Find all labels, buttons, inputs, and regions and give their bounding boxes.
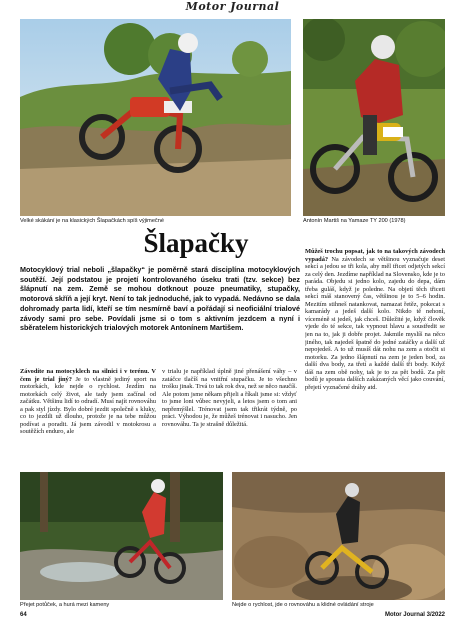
issue-label: Motor Journal 3/2022 [384, 612, 445, 618]
photo-jump [20, 19, 291, 216]
photo-rocks [232, 472, 445, 600]
interview-answer-1: Je to vlastně jediný sport na motorkách, kde nejde o rychlost. Jezdím na motorkách celý život, ale tady jsem začínal od začátku. Většinu lidí to odradí. Musí najít rovnováhu a pak styl jízdy. Bylo dobré jezdit společně s kluky, co to jezdili už dlouho, protože je na tebe můžou podívat a poradit. Já jsem závodil v motokrosu a soutěžích enduro, ale [20, 375, 156, 436]
interview-answer-2: Na závodech se většinou vyznačuje deset sekcí a jedou se tři kola, aby měl třicet odjetých sekcí za celý den. Jezdíme například na Slovensko, kde je to paráda. Objedu si jedno kolo, zajedu do depa, dám třeba guláš, když je poledne. Na objetí těch třiceti sekcí máš stanovený čas, většinou je to 5–6 hodin. Mezitím stihneš natankovat, namazat řetěz, pokecat s kamarády a jedeš další kolo. Nikdo tě nehoní, víceméně si jedeš, jak chceš. Důležité je, když člověk vjede do té sekce, tak vypnout hlavu a soustředit se jen na to, jak ji dobře projet. Jakmile myslíš na něco jiného, tak najedeš špatně do jedné zatáčky a další už nepojedeš. A to už musíš dát nohu na zem a otočit si motorku. Za jedno šlápnutí na zem je jeden bod, za další dva body, za třetí a každé další tři body. Když dáš na zem obě nohy, tak je to za pět bodů. Za pět bodů je spousta dalších zakázaných věcí jako couvání, přejetí vyznačené dráhy atd. [305, 255, 445, 391]
photo-yamaha [303, 19, 445, 216]
interview-question-1: Závodíte na motocyklech na silnici i v terénu. V čem je trial jiný? [20, 368, 156, 383]
article-column-2: v trialu je například úplně jiné přenášení váhy – v zatáčce tlačíš na vnitřní stupačku. Je to všechno trošku jinak. Trvá to tak rok dva, než se něco naučíš. Ale potom jsme někam přijeli a říkali jsme si: vždyť to jsme loni vůbec nevyjeli, a letos jsem o tom ani nepřemýšlel. Trénovat jsem tak třikrát týdně, po práci. Výhodou je, že můžeš trénovat i nasucho. Jen rovnováhu. Ta je strašně důležitá. [162, 368, 297, 428]
article-title: Šlapačky [143, 228, 249, 258]
photo-jump-caption: Velké skákání je na klasických Šlapačkách spíš výjimečné [20, 218, 164, 224]
interview-question-2: Můžeš trochu popsat, jak to na takových závodech vypadá? [305, 248, 445, 263]
photo-yamaha-caption: Antonín Martiš na Yamaze TY 200 (1978) [303, 218, 406, 224]
photo-stream-caption: Přejet potůček, a hurá mezi kameny [20, 602, 110, 608]
photo-stream [20, 472, 223, 600]
page-number: 64 [20, 612, 27, 618]
article-column-1 [20, 368, 156, 468]
magazine-masthead: Motor Journal [185, 0, 280, 13]
article-lead: Motocyklový trial neboli „šlapačky“ je poměrně stará disciplína motocyklových soutěží. Její podstatou je projetí kontrolovaného úseku trati (tzv. sekce) bez šlápnutí na zem. Země se mohou dotknout pouze pneumatiky, stupačky, motorová skříň a její kryt. Není to tak jednoduché, jak to vypadá. Nedávno se dala dohromady parta lidí, kteří se tím nesmírně baví a pořádají si neoficiální trialové závody sami pro sebe. Povídali jsme si o tom s aktivním jezdcem a nyní i sběratelem historických trialových motorek Antonínem Martišem. [20, 265, 300, 333]
photo-rocks-caption: Nejde o rychlost, jde o rovnováhu a klidné ovládání stroje [232, 602, 374, 608]
